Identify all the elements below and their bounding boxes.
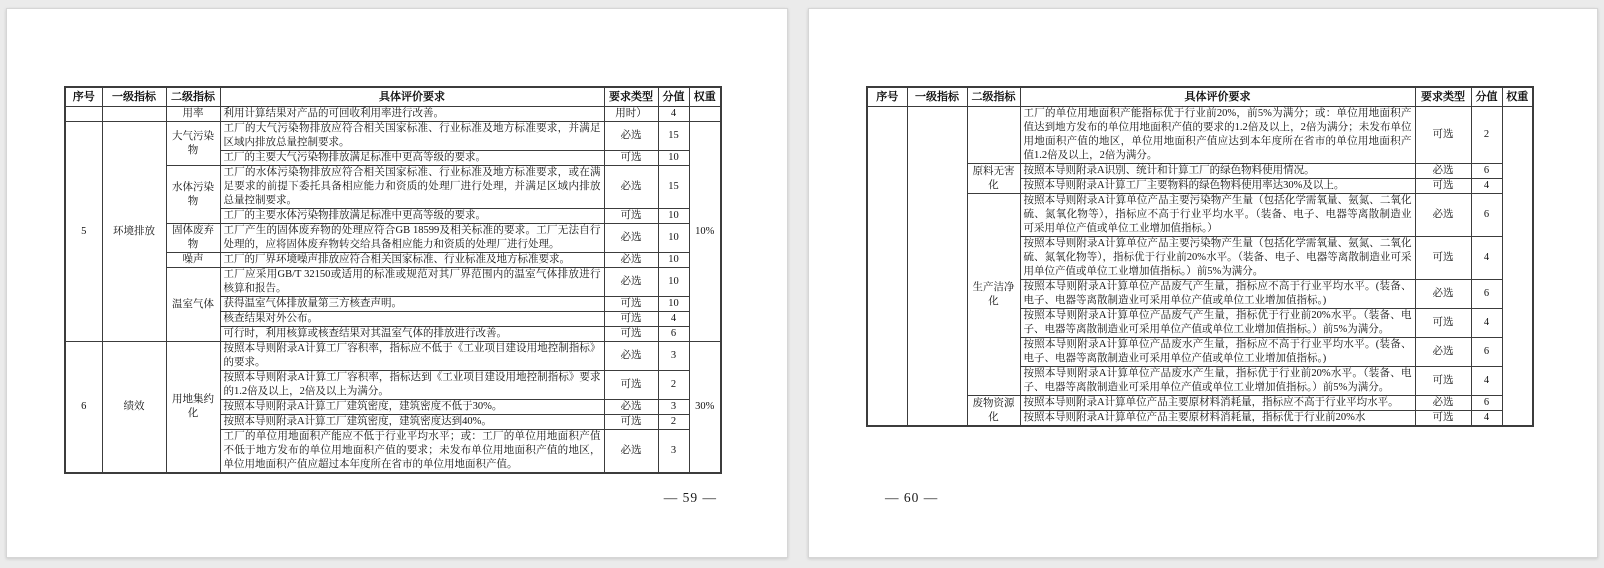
table-row — [867, 194, 1533, 237]
cell-requirement-type: 可选 — [1415, 179, 1471, 194]
cell-level2-indicator: 固体废弃物 — [166, 224, 220, 253]
cell-requirement-type: 可选 — [1415, 309, 1471, 338]
cell-requirement-type: 可选 — [1415, 107, 1471, 164]
column-header: 具体评价要求 — [220, 87, 604, 107]
cell-evaluation-requirement: 获得温室气体排放量第三方核查声明。 — [220, 297, 604, 312]
table-header-row — [65, 87, 721, 107]
cell-requirement-type: 必选 — [604, 166, 658, 209]
cell-evaluation-requirement: 工厂的主要水体污染物排放满足标准中更高等级的要求。 — [220, 209, 604, 224]
cell-weight: 10% — [689, 122, 721, 342]
cell-level2-indicator: 大气污染物 — [166, 122, 220, 166]
cell-score-value: 4 — [658, 312, 689, 327]
cell-score-value: 4 — [1471, 367, 1502, 396]
cell-requirement-type: 必选 — [1415, 338, 1471, 367]
cell-sequence-number: 6 — [65, 342, 102, 474]
cell-score-value: 6 — [1471, 396, 1502, 411]
cell-evaluation-requirement: 按照本导则附录A计算单位产品废水产生量，指标优于行业前20%水平。（装备、电子、电器等离散制造业可采用单位产值或单位工业增加值指标。）前5%为满分。 — [1020, 367, 1415, 396]
column-header: 二级指标 — [967, 87, 1020, 107]
cell-evaluation-requirement: 工厂应采用GB/T 32150或适用的标准或规范对其厂界范围内的温室气体排放进行核算和报告。 — [220, 268, 604, 297]
cell-evaluation-requirement: 按照本导则附录A计算单位产品废气产生量，指标应不高于行业平均水平。(装备、电子、电器等离散制造业可采用单位产值或单位工业增加值指标。) — [1020, 280, 1415, 309]
cell-requirement-type: 可选 — [1415, 367, 1471, 396]
cell-evaluation-requirement: 按照本导则附录A识别、统计和计算工厂的绿色物料使用情况。 — [1020, 164, 1415, 179]
page-number: — 59 — — [663, 490, 717, 505]
cell-evaluation-requirement: 工厂的单位用地面积产能应不低于行业平均水平；或：工厂的单位用地面积产值不低于地方发布的单位用地面积产值的要求；未发布单位用地面积产值的地区，单位用地面积产值应超过本年度所在省市的单位用地面积产值。 — [220, 430, 604, 474]
cell-evaluation-requirement: 按照本导则附录A计算工厂容积率，指标应不低于《工业项目建设用地控制指标》的要求。 — [220, 342, 604, 371]
cell-score-value: 15 — [658, 166, 689, 209]
cell-score-value: 4 — [1471, 237, 1502, 280]
cell-score-value: 3 — [658, 400, 689, 415]
cell-level1-indicator: 环境排放 — [102, 122, 166, 342]
cell-level2-indicator: 用地集约化 — [166, 342, 220, 474]
column-header: 具体评价要求 — [1020, 87, 1415, 107]
table-header-row — [867, 87, 1533, 107]
cell-evaluation-requirement: 可行时，利用核算或核查结果对其温室气体的排放进行改善。 — [220, 327, 604, 342]
cell-evaluation-requirement: 工厂的水体污染物排放应符合相关国家标准、行业标准及地方标准要求，或在满足要求的前提下委托具备相应能力和资质的处理厂进行处理，并满足区域内排放总量控制要求。 — [220, 166, 604, 209]
cell-requirement-type: 必选 — [1415, 280, 1471, 309]
cell-evaluation-requirement: 按照本导则附录A计算单位产品废气产生量，指标优于行业前20%水平。（装备、电子、电器等离散制造业可采用单位产值或单位工业增加值指标。）前5%为满分。 — [1020, 309, 1415, 338]
cell-evaluation-requirement: 工厂的厂界环境噪声排放应符合相关国家标准、行业标准及地方标准要求。 — [220, 253, 604, 268]
cell-evaluation-requirement: 按照本导则附录A计算工厂主要物料的绿色物料使用率达30%及以上。 — [1020, 179, 1415, 194]
cell-requirement-type: 可选 — [1415, 411, 1471, 427]
column-header: 二级指标 — [166, 87, 220, 107]
cell-score-value: 6 — [658, 327, 689, 342]
cell-score-value: 4 — [1471, 309, 1502, 338]
cell-score-value: 10 — [658, 151, 689, 166]
cell-requirement-type: 必选 — [604, 400, 658, 415]
cell-weight: 30% — [689, 342, 721, 474]
cell-evaluation-requirement: 工厂的大气污染物排放应符合相关国家标准、行业标准及地方标准要求，并满足区域内排放总量控制要求。 — [220, 122, 604, 151]
cell-score-value: 15 — [658, 122, 689, 151]
table-row — [867, 107, 1533, 164]
cell-evaluation-requirement: 按照本导则附录A计算单位产品主要原材料消耗量，指标应不高于行业平均水平。 — [1020, 396, 1415, 411]
cell-sequence-number — [65, 107, 102, 122]
cell-score-value: 3 — [658, 342, 689, 371]
cell-requirement-type: 可选 — [604, 312, 658, 327]
column-header: 分值 — [1471, 87, 1502, 107]
cell-evaluation-requirement: 按照本导则附录A计算工厂容积率，指标达到《工业项目建设用地控制指标》要求的1.2倍及以上，2倍及以上为满分。 — [220, 371, 604, 400]
column-header: 要求类型 — [1415, 87, 1471, 107]
cell-requirement-type: 可选 — [604, 151, 658, 166]
column-header: 序号 — [867, 87, 907, 107]
cell-requirement-type: 可选 — [604, 327, 658, 342]
cell-score-value: 2 — [658, 371, 689, 400]
table-row — [867, 164, 1533, 179]
cell-requirement-type: 用时） — [604, 107, 658, 122]
cell-evaluation-requirement: 核查结果对外公布。 — [220, 312, 604, 327]
cell-evaluation-requirement: 工厂的单位用地面积产能指标优于行业前20%，前5%为满分；或：单位用地面积产值达到地方发布的单位用地面积产值的要求的1.2倍及以上，2倍为满分；未发布单位用地面积产值的地区，单位用地面积产值应达到本年度所在省市的单位用地面积产值1.2倍及以上，2倍为满分。 — [1020, 107, 1415, 164]
cell-sequence-number — [867, 107, 907, 427]
cell-requirement-type: 可选 — [604, 297, 658, 312]
cell-requirement-type: 必选 — [1415, 194, 1471, 237]
cell-level2-indicator — [967, 107, 1020, 164]
cell-score-value: 4 — [1471, 411, 1502, 427]
cell-evaluation-requirement: 按照本导则附录A计算单位产品主要原材料消耗量，指标优于行业前20%水 — [1020, 411, 1415, 427]
column-header: 一级指标 — [102, 87, 166, 107]
cell-requirement-type: 可选 — [604, 415, 658, 430]
cell-score-value: 6 — [1471, 338, 1502, 367]
cell-evaluation-requirement: 工厂的主要大气污染物排放满足标准中更高等级的要求。 — [220, 151, 604, 166]
column-header: 权重 — [689, 87, 721, 107]
page-number: — 60 — — [885, 490, 939, 505]
cell-score-value: 10 — [658, 268, 689, 297]
cell-requirement-type: 必选 — [604, 224, 658, 253]
cell-requirement-type: 必选 — [1415, 396, 1471, 411]
cell-requirement-type: 必选 — [604, 342, 658, 371]
table-row — [65, 107, 721, 122]
cell-score-value: 2 — [658, 415, 689, 430]
cell-evaluation-requirement: 利用计算结果对产品的可回收利用率进行改善。 — [220, 107, 604, 122]
cell-requirement-type: 必选 — [604, 268, 658, 297]
cell-score-value: 4 — [658, 107, 689, 122]
column-header: 分值 — [658, 87, 689, 107]
cell-level2-indicator: 原料无害化 — [967, 164, 1020, 194]
evaluation-criteria-table-page-59 — [64, 86, 722, 474]
cell-requirement-type: 可选 — [1415, 237, 1471, 280]
cell-score-value: 4 — [1471, 179, 1502, 194]
cell-requirement-type: 必选 — [604, 253, 658, 268]
cell-sequence-number: 5 — [65, 122, 102, 342]
cell-evaluation-requirement: 按照本导则附录A计算工厂建筑密度，建筑密度达到40%。 — [220, 415, 604, 430]
cell-weight — [689, 107, 721, 122]
cell-score-value: 3 — [658, 430, 689, 474]
cell-requirement-type: 必选 — [604, 430, 658, 474]
cell-requirement-type: 必选 — [1415, 164, 1471, 179]
cell-evaluation-requirement: 工厂产生的固体废弃物的处理应符合GB 18599及相关标准的要求。工厂无法自行处理的，应将固体废弃物转交给具备相应能力和资质的处理厂进行处理。 — [220, 224, 604, 253]
cell-score-value: 10 — [658, 253, 689, 268]
cell-level1-indicator — [907, 107, 967, 427]
cell-evaluation-requirement: 按照本导则附录A计算单位产品主要污染物产生量（包括化学需氧量、氨氮、二氧化硫、氮氧化物等），指标应不高于行业平均水平。（装备、电子、电器等离散制造业可采用单位产值或单位工业增加值指标。） — [1020, 194, 1415, 237]
cell-requirement-type: 必选 — [604, 122, 658, 151]
cell-score-value: 6 — [1471, 164, 1502, 179]
cell-level1-indicator: 绩效 — [102, 342, 166, 474]
cell-level2-indicator: 用率 — [166, 107, 220, 122]
cell-requirement-type: 可选 — [604, 209, 658, 224]
column-header: 权重 — [1502, 87, 1533, 107]
column-header: 要求类型 — [604, 87, 658, 107]
table-row — [65, 122, 721, 151]
table-row — [867, 396, 1533, 411]
cell-score-value: 6 — [1471, 194, 1502, 237]
cell-evaluation-requirement: 按照本导则附录A计算工厂建筑密度，建筑密度不低于30%。 — [220, 400, 604, 415]
cell-score-value: 6 — [1471, 280, 1502, 309]
cell-level1-indicator — [102, 107, 166, 122]
cell-level2-indicator: 废物资源化 — [967, 396, 1020, 427]
cell-level2-indicator: 温室气体 — [166, 268, 220, 342]
cell-level2-indicator: 水体污染物 — [166, 166, 220, 224]
column-header: 序号 — [65, 87, 102, 107]
document-page-60 — [808, 8, 1598, 558]
cell-level2-indicator: 生产洁净化 — [967, 194, 1020, 396]
cell-weight — [1502, 107, 1533, 427]
cell-score-value: 2 — [1471, 107, 1502, 164]
document-page-59 — [6, 8, 788, 558]
column-header: 一级指标 — [907, 87, 967, 107]
evaluation-criteria-table-page-60 — [866, 86, 1534, 427]
cell-level2-indicator: 噪声 — [166, 253, 220, 268]
cell-requirement-type: 可选 — [604, 371, 658, 400]
cell-score-value: 10 — [658, 297, 689, 312]
cell-evaluation-requirement: 按照本导则附录A计算单位产品废水产生量，指标应不高于行业平均水平。(装备、电子、电器等离散制造业可采用单位产值或单位工业增加值指标。) — [1020, 338, 1415, 367]
cell-score-value: 10 — [658, 209, 689, 224]
table-row — [65, 342, 721, 371]
cell-evaluation-requirement: 按照本导则附录A计算单位产品主要污染物产生量（包括化学需氧量、氨氮、二氧化硫、氮氧化物等），指标优于行业前20%水平。（装备、电子、电器等离散制造业可采用单位产值或单位工业增加值指标。）前5%为满分。 — [1020, 237, 1415, 280]
cell-score-value: 10 — [658, 224, 689, 253]
